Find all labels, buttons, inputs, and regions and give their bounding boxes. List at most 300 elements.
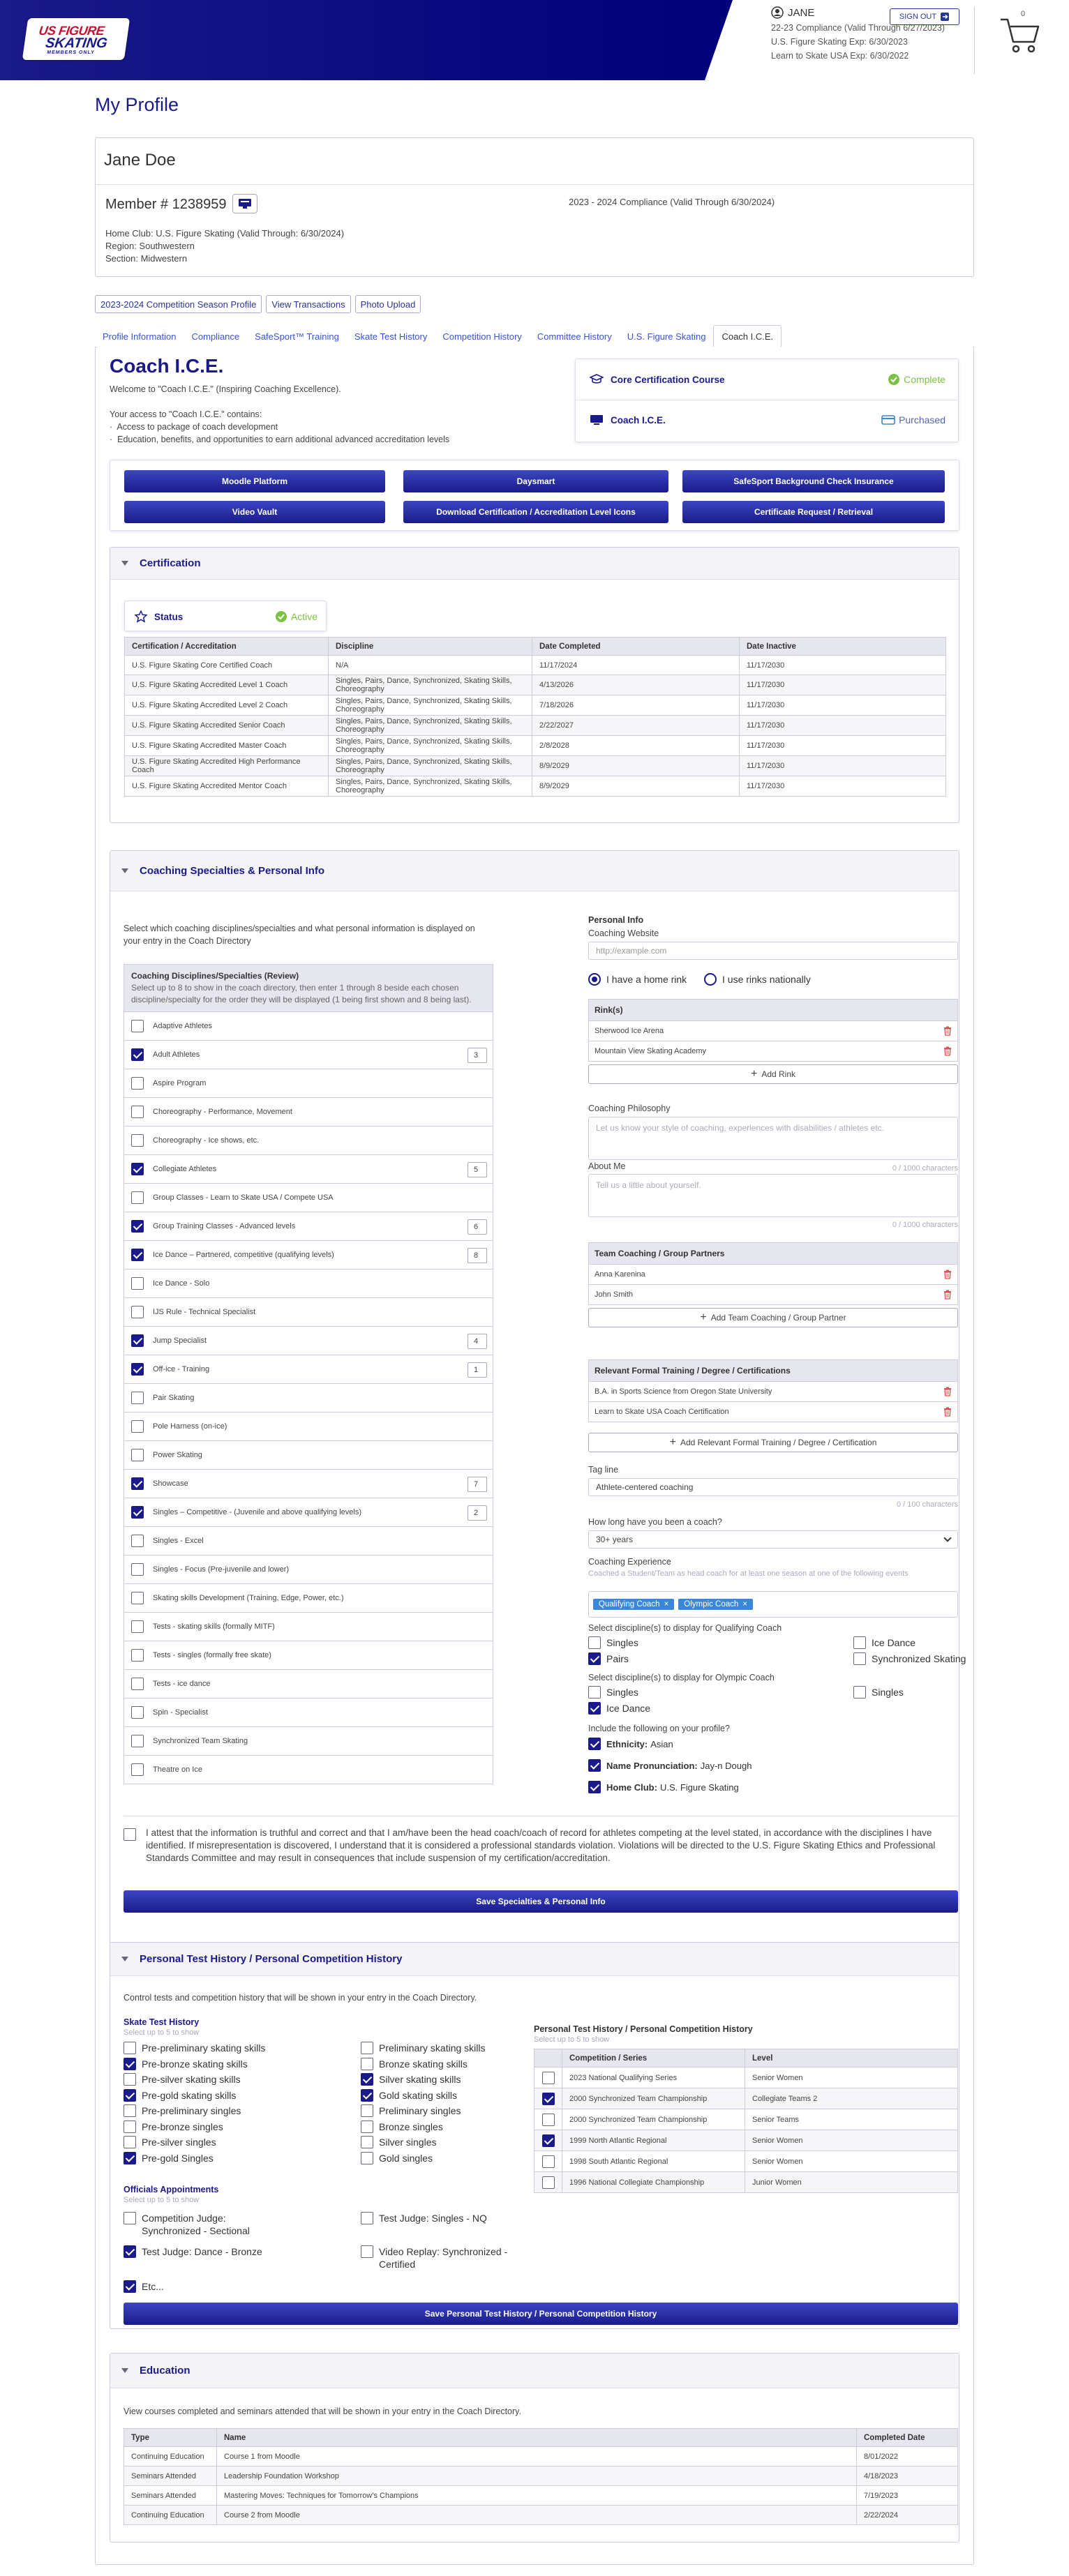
checkbox[interactable]: [131, 1249, 144, 1261]
table-cell: U.S. Figure Skating Accredited High Performance Coach: [125, 756, 329, 776]
discipline-row[interactable]: [124, 1011, 493, 1040]
checkbox[interactable]: [361, 2089, 373, 2102]
skate-test-checkbox[interactable]: [361, 2073, 461, 2086]
partner-name: John Smith: [595, 1290, 634, 1299]
table-cell: Senior Women: [745, 2130, 958, 2151]
table-cell: 1999 North Atlantic Regional: [562, 2130, 745, 2151]
add-partner-button[interactable]: [588, 1308, 958, 1327]
table-cell: 2/22/2027: [532, 716, 740, 736]
philosophy-textarea[interactable]: Let us know your style of coaching, experiences with disabilities / athletes etc.: [588, 1117, 958, 1160]
discipline-label: IJS Rule - Technical Specialist: [153, 1308, 256, 1316]
video-vault-button[interactable]: Video Vault: [124, 501, 385, 523]
checkbox[interactable]: [131, 1277, 144, 1290]
column-header: Competition / Series: [562, 2049, 745, 2067]
training-name: B.A. in Sports Science from Oregon State University: [595, 1387, 772, 1396]
disciplines-list-header: [124, 965, 493, 1011]
discipline-label: Tests - singles (formally free skate): [153, 1651, 271, 1659]
rink-name: Mountain View Skating Academy: [595, 1047, 706, 1055]
checkbox[interactable]: [131, 1220, 144, 1233]
order-number-input[interactable]: 2: [468, 1505, 487, 1521]
official-checkbox[interactable]: [124, 2245, 262, 2258]
chevron-down-icon: [943, 1534, 951, 1542]
daysmart-button[interactable]: Daysmart: [403, 470, 668, 492]
discipline-row[interactable]: [124, 1154, 493, 1183]
checkbox[interactable]: [131, 1706, 144, 1719]
profile-quick-buttons: [95, 295, 421, 313]
checkbox[interactable]: [542, 2072, 555, 2084]
order-number-input[interactable]: 8: [468, 1248, 487, 1263]
include-key: Home Club:: [606, 1782, 657, 1793]
collapse-icon: [121, 868, 128, 873]
discipline-row[interactable]: [124, 1326, 493, 1355]
checkbox[interactable]: [124, 1828, 136, 1841]
table-row: [124, 2466, 958, 2486]
option-label: Singles: [606, 1687, 638, 1698]
attestation-text: I attest that the information is truthful and correct and that I am/have been the head coach/coach of record for athletes competing at the level stated, in accordance with the disciplines I have identified. If misrepresentation is discovered, I understand that it is considered a professional standards violation. Violations will be directed to the U.S. Figure Skating Ethics and Professional Standards Committee and may result in consequences that include suspension of my certification/accreditation.: [146, 1828, 936, 1863]
trash-icon[interactable]: [943, 1026, 952, 1036]
table-row: [125, 776, 946, 797]
table-cell: 2/8/2028: [532, 736, 740, 756]
official-checkbox[interactable]: [124, 2212, 281, 2237]
section: Section: Midwestern: [105, 253, 188, 264]
tab-profile-information[interactable]: Profile Information: [103, 331, 177, 342]
experience-multiselect[interactable]: [588, 1591, 958, 1618]
skate-test-label: Pre-silver singles: [142, 2137, 216, 2148]
skate-test-label: Pre-gold Singles: [142, 2152, 214, 2164]
about-char-count: 0 / 1000 characters: [892, 1221, 958, 1229]
official-checkbox[interactable]: [361, 2245, 518, 2270]
welcome-text: Welcome to "Coach I.C.E." (Inspiring Coaching Excellence).: [110, 384, 341, 394]
certification-status-row: [135, 608, 317, 626]
skate-test-checkbox[interactable]: [124, 2042, 265, 2054]
checkbox[interactable]: [124, 2104, 136, 2117]
save-specialties-button[interactable]: Save Specialties & Personal Info: [124, 1890, 958, 1913]
discipline-label: Singles - Excel: [153, 1537, 204, 1545]
column-header: Date Inactive: [740, 638, 946, 656]
tab-us-figure-skating[interactable]: U.S. Figure Skating: [627, 331, 706, 342]
table-cell: U.S. Figure Skating Accredited Master Coach: [125, 736, 329, 756]
table-row: [125, 736, 946, 756]
discipline-label: Singles - Focus (Pre-juvenile and lower): [153, 1565, 290, 1574]
discipline-label: Skating skills Development (Training, Edge, Power, etc.): [153, 1594, 344, 1602]
collapse-icon: [121, 1957, 128, 1961]
skate-test-label: Pre-preliminary skating skills: [142, 2042, 266, 2054]
discipline-row[interactable]: [124, 1040, 493, 1069]
discipline-label: Group Training Classes - Advanced levels: [153, 1222, 296, 1230]
skate-test-checkbox[interactable]: [361, 2104, 461, 2117]
checkbox[interactable]: [361, 2073, 373, 2086]
checkbox[interactable]: [361, 2058, 373, 2070]
skate-test-checkbox[interactable]: [361, 2152, 433, 2164]
checkbox[interactable]: [588, 1686, 601, 1698]
checkbox[interactable]: [853, 1636, 866, 1649]
option-checkbox[interactable]: [853, 1636, 915, 1649]
discipline-row[interactable]: [124, 1755, 493, 1784]
view-transactions-button[interactable]: View Transactions: [266, 295, 350, 313]
option-checkbox[interactable]: [853, 1686, 904, 1698]
page-title: My Profile: [95, 94, 179, 115]
specialties-header[interactable]: [110, 851, 959, 891]
checkbox[interactable]: [131, 1048, 144, 1061]
checkbox[interactable]: [131, 1592, 144, 1604]
national-rinks-label: I use rinks nationally: [722, 974, 811, 985]
user-icon: [771, 6, 784, 19]
discipline-row[interactable]: [124, 1126, 493, 1154]
tab-compliance[interactable]: Compliance: [191, 331, 240, 342]
olympic-label: Select discipline(s) to display for Olympic Coach: [588, 1673, 775, 1682]
add-rink-button[interactable]: [588, 1064, 958, 1084]
checkbox[interactable]: [588, 1738, 601, 1750]
checkbox[interactable]: [131, 1763, 144, 1776]
website-input[interactable]: http://example.com: [588, 942, 958, 960]
discipline-row[interactable]: [124, 1440, 493, 1469]
skate-test-checkbox[interactable]: [124, 2121, 223, 2133]
table-cell: 2/22/2024: [857, 2506, 958, 2525]
option-checkbox[interactable]: [853, 1652, 966, 1665]
checkbox[interactable]: [131, 1678, 144, 1690]
table-cell: Singles, Pairs, Dance, Synchronized, Skating Skills, Choreography: [329, 776, 532, 797]
certification-table: [124, 637, 946, 797]
checkbox[interactable]: [361, 2152, 373, 2164]
checkbox[interactable]: [124, 2136, 136, 2148]
personal-info-heading: Personal Info: [588, 915, 644, 925]
table-cell: 2000 Synchronized Team Championship: [562, 2109, 745, 2130]
table-cell: Singles, Pairs, Dance, Synchronized, Skating Skills, Choreography: [329, 695, 532, 716]
discipline-label: Synchronized Team Skating: [153, 1737, 248, 1745]
order-number-input[interactable]: 1: [468, 1362, 487, 1378]
discipline-row[interactable]: [124, 1355, 493, 1383]
include-checkbox[interactable]: [588, 1738, 673, 1750]
discipline-row[interactable]: [124, 1698, 493, 1726]
checkbox[interactable]: [361, 2136, 373, 2148]
table-cell: 11/17/2024: [532, 656, 740, 675]
table-cell: [534, 2151, 562, 2172]
background-check-insurance-button[interactable]: SafeSport Background Check Insurance: [682, 470, 945, 492]
partners-title: Team Coaching / Group Partners: [589, 1243, 957, 1264]
discipline-row[interactable]: [124, 1212, 493, 1240]
table-row: [534, 2172, 958, 2193]
checkbox[interactable]: [131, 1477, 144, 1490]
table-cell: 8/9/2029: [532, 776, 740, 797]
table-cell: 11/17/2030: [740, 695, 946, 716]
add-partner-label: Add Team Coaching / Group Partner: [710, 1313, 846, 1323]
tab-skate-test-history[interactable]: Skate Test History: [354, 331, 428, 342]
include-checkbox[interactable]: [588, 1781, 739, 1793]
logo-text: US FIGURE: [38, 24, 105, 38]
training-name: Learn to Skate USA Coach Certification: [595, 1408, 729, 1416]
experience-tag[interactable]: [593, 1599, 674, 1610]
about-textarea[interactable]: Tell us a little about yourself.: [588, 1174, 958, 1217]
discipline-label: Group Classes - Learn to Skate USA / Compete USA: [153, 1193, 334, 1202]
discipline-row[interactable]: [124, 1669, 493, 1698]
education-header[interactable]: [110, 2353, 959, 2388]
checkbox[interactable]: [361, 2104, 373, 2117]
official-label: Test Judge: Singles - NQ: [379, 2213, 487, 2224]
discipline-row[interactable]: [124, 1297, 493, 1326]
include-value: Jay-n Dough: [700, 1760, 752, 1771]
profile-summary-card: [95, 137, 974, 277]
option-checkbox[interactable]: [588, 1702, 650, 1715]
skate-test-checkbox[interactable]: [124, 2073, 241, 2086]
checkbox[interactable]: [542, 2093, 555, 2105]
discipline-row[interactable]: [124, 1383, 493, 1412]
checkbox[interactable]: [124, 2073, 136, 2086]
status-value: Active: [290, 611, 317, 622]
coach-ice-label: Coach I.C.E.: [611, 414, 666, 425]
discipline-row[interactable]: [124, 1469, 493, 1498]
certification-header[interactable]: [110, 548, 959, 580]
table-row: [534, 2067, 958, 2088]
discipline-row[interactable]: [124, 1498, 493, 1526]
discipline-row[interactable]: [124, 1412, 493, 1440]
certification-title: Certification: [140, 557, 201, 569]
skate-test-checkbox[interactable]: [361, 2121, 443, 2133]
coach-ice-title: Coach I.C.E.: [110, 355, 224, 377]
table-cell: Course 2 from Moodle: [217, 2506, 857, 2525]
cart-button[interactable]: [998, 10, 1047, 61]
experience-help: Coached a Student/Team as head coach for at least one season at one of the following events: [588, 1569, 909, 1578]
discipline-label: Off-ice - Training: [153, 1365, 210, 1373]
checkbox[interactable]: [853, 1652, 866, 1665]
checkbox[interactable]: [542, 2114, 555, 2126]
checkbox[interactable]: [131, 1334, 144, 1347]
checkbox[interactable]: [131, 1392, 144, 1404]
trash-icon[interactable]: [943, 1270, 952, 1279]
checkbox[interactable]: [124, 2245, 136, 2258]
skate-test-checkbox[interactable]: [361, 2136, 436, 2148]
skate-test-checkbox[interactable]: [124, 2136, 216, 2148]
trash-icon[interactable]: [943, 1407, 952, 1417]
discipline-row[interactable]: [124, 1269, 493, 1297]
access-bullets: · Access to package of coach development · Education, benefits, and opportunities to earn additional advanced accreditation levels: [110, 422, 450, 444]
checkbox[interactable]: [131, 1620, 144, 1633]
skate-test-checkbox[interactable]: [361, 2042, 485, 2054]
table-row: [124, 2506, 958, 2525]
discipline-row[interactable]: [124, 1240, 493, 1269]
skate-test-label: Silver singles: [379, 2137, 437, 2148]
checkbox[interactable]: [853, 1686, 866, 1698]
skate-test-checkbox[interactable]: [361, 2058, 468, 2070]
save-history-button[interactable]: Save Personal Test History / Personal Competition History: [124, 2303, 958, 2325]
option-checkbox[interactable]: [588, 1686, 638, 1698]
trash-icon[interactable]: [943, 1046, 952, 1056]
checkbox[interactable]: [361, 2245, 373, 2258]
national-rinks-radio[interactable]: [704, 973, 811, 986]
trash-icon[interactable]: [943, 1387, 952, 1396]
tagline-char-count: 0 / 100 characters: [896, 1500, 958, 1509]
experience-tag[interactable]: [678, 1599, 753, 1610]
core-certification-label: Core Certification Course: [611, 374, 725, 385]
checkbox[interactable]: [588, 1759, 601, 1772]
include-checkbox[interactable]: [588, 1759, 752, 1772]
checkbox[interactable]: [131, 1020, 144, 1032]
discipline-row[interactable]: [124, 1183, 493, 1212]
checkbox[interactable]: [131, 1649, 144, 1662]
skate-test-help: Select up to 5 to show: [124, 2028, 200, 2037]
usfs-logo[interactable]: [22, 18, 130, 60]
table-cell: Course 1 from Moodle: [217, 2447, 857, 2466]
radio-unselected: [704, 973, 717, 986]
competition-season-profile-button[interactable]: 2023-2024 Competition Season Profile: [95, 295, 262, 313]
add-rink-label: Add Rink: [761, 1069, 796, 1079]
disciplines-list-help: Select up to 8 to show in the coach directory, then enter 1 through 8 beside each chosen discipline/specialty for the order they will be displayed (1 being first shown and 8 being last).: [131, 983, 472, 1004]
discipline-row[interactable]: [124, 1583, 493, 1612]
tab-safesport-training[interactable]: SafeSport™ Training: [255, 331, 339, 342]
order-number-input[interactable]: 7: [468, 1477, 487, 1492]
checkbox[interactable]: [131, 1163, 144, 1175]
download-icons-button[interactable]: Download Certification / Accreditation Level Icons: [403, 501, 668, 523]
skate-test-label: Pre-gold skating skills: [142, 2089, 237, 2101]
checkbox[interactable]: [124, 2212, 136, 2224]
checkbox[interactable]: [131, 1191, 144, 1204]
discipline-row[interactable]: [124, 1641, 493, 1669]
member-card-button[interactable]: [232, 194, 257, 213]
add-training-button[interactable]: [588, 1433, 958, 1452]
radio-selected: [588, 973, 601, 986]
table-cell: 11/17/2030: [740, 776, 946, 797]
discipline-row[interactable]: [124, 1612, 493, 1641]
skate-test-label: Pre-silver skating skills: [142, 2074, 241, 2085]
checkbox[interactable]: [124, 2089, 136, 2102]
howlong-select[interactable]: [588, 1530, 958, 1549]
sign-out-button[interactable]: [890, 8, 959, 25]
skate-test-checkbox[interactable]: [361, 2089, 457, 2102]
discipline-label: Collegiate Athletes: [153, 1165, 217, 1173]
official-checkbox[interactable]: [124, 2280, 164, 2293]
checkbox[interactable]: [542, 2176, 555, 2189]
checkbox[interactable]: [131, 1077, 144, 1090]
coach-ice-panel: [95, 347, 974, 2565]
moodle-platform-button[interactable]: Moodle Platform: [124, 470, 385, 492]
checkbox[interactable]: [131, 1535, 144, 1547]
discipline-row[interactable]: [124, 1526, 493, 1555]
skate-test-checkbox[interactable]: [124, 2058, 248, 2070]
skate-test-checkbox[interactable]: [124, 2089, 236, 2102]
include-key: Ethnicity:: [606, 1738, 648, 1749]
skate-test-checkbox[interactable]: [124, 2152, 214, 2164]
table-cell: [534, 2130, 562, 2151]
checkbox[interactable]: [131, 1134, 144, 1147]
compliance-status: 2023 - 2024 Compliance (Valid Through 6/30/2024): [569, 197, 775, 207]
discipline-row[interactable]: [124, 1069, 493, 1097]
tagline-input[interactable]: Athlete-centered coaching: [588, 1478, 958, 1496]
order-number-input[interactable]: 4: [468, 1334, 487, 1349]
website-label: Coaching Website: [588, 928, 659, 938]
table-cell: 11/17/2030: [740, 656, 946, 675]
order-number-input[interactable]: 5: [468, 1162, 487, 1177]
table-row: [125, 656, 946, 675]
header-divider: [974, 7, 975, 74]
checkbox[interactable]: [542, 2134, 555, 2147]
table-cell: Singles, Pairs, Dance, Synchronized, Skating Skills, Choreography: [329, 756, 532, 776]
cart-icon: [998, 13, 1044, 59]
discipline-row[interactable]: [124, 1726, 493, 1755]
attestation-checkbox[interactable]: [124, 1827, 958, 1865]
home-rink-radio[interactable]: [588, 973, 687, 986]
table-row: [124, 2447, 958, 2466]
checkbox[interactable]: [131, 1106, 144, 1118]
tab-committee-history[interactable]: Committee History: [537, 331, 612, 342]
discipline-label: Power Skating: [153, 1451, 202, 1459]
checkbox[interactable]: [124, 2042, 136, 2054]
checkbox[interactable]: [131, 1363, 144, 1376]
checkbox[interactable]: [361, 2121, 373, 2133]
graduation-cap-icon: [590, 374, 604, 385]
table-cell: N/A: [329, 656, 532, 675]
checkbox[interactable]: [131, 1420, 144, 1433]
id-card-icon: [238, 198, 252, 209]
order-number-input[interactable]: 3: [468, 1048, 487, 1063]
skate-test-label: Pre-preliminary singles: [142, 2105, 241, 2116]
checkbox[interactable]: [131, 1506, 144, 1519]
checkbox[interactable]: [588, 1702, 601, 1715]
trash-icon[interactable]: [943, 1290, 952, 1300]
discipline-label: Jump Specialist: [153, 1336, 207, 1345]
checkbox[interactable]: [124, 2058, 136, 2070]
checkbox[interactable]: [588, 1781, 601, 1793]
checkbox[interactable]: [131, 1306, 144, 1318]
club-info: [105, 227, 344, 265]
coach-ice-status: Purchased: [899, 414, 945, 425]
checkbox[interactable]: [124, 2121, 136, 2133]
table-cell: Continuing Education: [124, 2447, 217, 2466]
discipline-label: Adaptive Athletes: [153, 1022, 213, 1030]
profile-name: Jane Doe: [104, 151, 176, 170]
option-checkbox[interactable]: [588, 1636, 638, 1649]
add-training-label: Add Relevant Formal Training / Degree / Certification: [680, 1438, 877, 1447]
specialties-title: Coaching Specialties & Personal Info: [140, 865, 325, 877]
close-icon[interactable]: ×: [664, 1600, 669, 1609]
history-header[interactable]: [110, 1943, 959, 1976]
table-cell: 11/17/2030: [740, 736, 946, 756]
checkbox[interactable]: [124, 2152, 136, 2164]
option-label: Ice Dance: [606, 1703, 651, 1714]
table-cell: 11/17/2030: [740, 675, 946, 695]
checkbox[interactable]: [588, 1652, 601, 1665]
checkbox[interactable]: [542, 2155, 555, 2168]
close-icon[interactable]: ×: [742, 1600, 747, 1609]
tab-coach-ice[interactable]: Coach I.C.E.: [713, 325, 782, 347]
option-label: Singles: [872, 1687, 904, 1698]
checkbox[interactable]: [131, 1735, 144, 1747]
checkbox[interactable]: [361, 2042, 373, 2054]
bullet-item: Education, benefits, and opportunities to earn additional advanced accreditation levels: [117, 435, 450, 444]
table-row: [125, 695, 946, 716]
option-checkbox[interactable]: [588, 1652, 629, 1665]
rink-row: [589, 1041, 957, 1061]
checkbox[interactable]: [131, 1563, 144, 1576]
discipline-label: Adult Athletes: [153, 1050, 200, 1059]
discipline-row[interactable]: [124, 1555, 493, 1583]
tab-competition-history[interactable]: Competition History: [442, 331, 522, 342]
checkbox[interactable]: [131, 1449, 144, 1461]
certificate-request-button[interactable]: Certificate Request / Retrieval: [682, 501, 945, 523]
checkbox[interactable]: [588, 1636, 601, 1649]
photo-upload-button[interactable]: Photo Upload: [355, 295, 421, 313]
collapse-icon: [121, 2368, 128, 2373]
discipline-row[interactable]: [124, 1097, 493, 1126]
table-cell: Singles, Pairs, Dance, Synchronized, Skating Skills, Choreography: [329, 675, 532, 695]
table-cell: [534, 2088, 562, 2109]
skate-test-checkbox[interactable]: [124, 2104, 241, 2117]
order-number-input[interactable]: 6: [468, 1219, 487, 1235]
checkbox[interactable]: [124, 2280, 136, 2293]
howlong-label: How long have you been a coach?: [588, 1517, 722, 1527]
table-cell: 7/18/2026: [532, 695, 740, 716]
checkbox[interactable]: [361, 2212, 373, 2224]
official-checkbox[interactable]: [361, 2212, 487, 2224]
table-row: [534, 2109, 958, 2130]
